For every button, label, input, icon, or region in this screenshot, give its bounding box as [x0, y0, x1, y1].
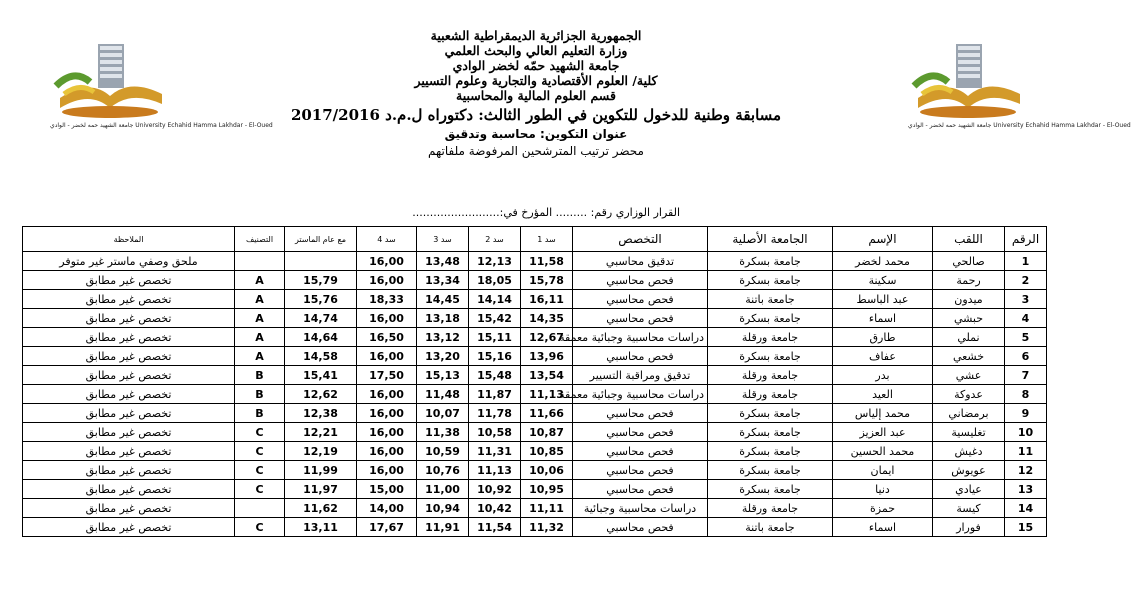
table-row — [23, 347, 1047, 366]
s4-cell: 16,00 — [357, 271, 417, 290]
row-index-cell: 3 — [1005, 290, 1047, 309]
class-cell — [235, 499, 285, 518]
s4-cell: 18,33 — [357, 290, 417, 309]
firstname-cell: اسماء — [833, 518, 933, 537]
university-cell: جامعة ورقلة — [708, 366, 833, 385]
s3-cell: 10,07 — [417, 404, 469, 423]
row-index-cell: 15 — [1005, 518, 1047, 537]
s4-cell: 16,00 — [357, 385, 417, 404]
s4-cell: 16,00 — [357, 423, 417, 442]
table-row — [23, 461, 1047, 480]
lastname-cell: فورار — [933, 518, 1005, 537]
s2-cell: 11,13 — [469, 461, 521, 480]
note-cell: تخصص غير مطابق — [23, 290, 235, 309]
s4-cell: 15,00 — [357, 480, 417, 499]
table-body — [23, 252, 1047, 537]
lastname-cell: رحمة — [933, 271, 1005, 290]
university-cell: جامعة ورقلة — [708, 499, 833, 518]
report-title: محضر ترتيب المترشحين المرفوضة ملفاتهم — [428, 144, 644, 158]
table-row — [23, 404, 1047, 423]
lastname-cell: عويوش — [933, 461, 1005, 480]
col-header-lastname: اللقب — [933, 227, 1005, 252]
s1-cell: 15,78 — [521, 271, 573, 290]
row-index-cell: 14 — [1005, 499, 1047, 518]
firstname-cell: عفاف — [833, 347, 933, 366]
col-header-class: التصنيف — [235, 227, 285, 252]
table-row — [23, 252, 1047, 271]
table-row — [23, 442, 1047, 461]
header-line: كلية/ العلوم الأقتصادية والتجارية وعلوم التسيير — [414, 73, 658, 88]
note-cell: تخصص غير مطابق — [23, 442, 235, 461]
master-avg-cell: 12,19 — [285, 442, 357, 461]
class-cell: B — [235, 385, 285, 404]
table-row — [23, 271, 1047, 290]
s1-cell: 12,67 — [521, 328, 573, 347]
master-avg-cell: 15,76 — [285, 290, 357, 309]
master-avg-cell: 12,21 — [285, 423, 357, 442]
lastname-cell: عشي — [933, 366, 1005, 385]
col-header-s1: سد 1 — [521, 227, 573, 252]
note-cell: تخصص غير مطابق — [23, 480, 235, 499]
lastname-cell: برمضاني — [933, 404, 1005, 423]
s1-cell: 10,95 — [521, 480, 573, 499]
note-cell: تخصص غير مطابق — [23, 271, 235, 290]
col-header-master-avg: مع عام الماستر — [285, 227, 357, 252]
s1-cell: 13,96 — [521, 347, 573, 366]
table-row — [23, 309, 1047, 328]
s2-cell: 11,87 — [469, 385, 521, 404]
master-avg-cell: 14,58 — [285, 347, 357, 366]
master-avg-cell: 11,99 — [285, 461, 357, 480]
table-row — [23, 385, 1047, 404]
row-index-cell: 9 — [1005, 404, 1047, 423]
training-title: عنوان التكوين: محاسبة وتدقيق — [444, 127, 628, 141]
s3-cell: 10,59 — [417, 442, 469, 461]
firstname-cell: العيد — [833, 385, 933, 404]
specialty-cell: فحص محاسبي — [573, 480, 708, 499]
s2-cell: 15,16 — [469, 347, 521, 366]
university-cell: جامعة بسكرة — [708, 442, 833, 461]
university-cell: جامعة بسكرة — [708, 347, 833, 366]
col-header-university: الجامعة الأصلية — [708, 227, 833, 252]
master-avg-cell — [285, 252, 357, 271]
s2-cell: 11,54 — [469, 518, 521, 537]
master-avg-cell: 15,79 — [285, 271, 357, 290]
lastname-cell: دغيش — [933, 442, 1005, 461]
class-cell: C — [235, 461, 285, 480]
s2-cell: 15,42 — [469, 309, 521, 328]
row-index-cell: 13 — [1005, 480, 1047, 499]
table-row — [23, 366, 1047, 385]
university-cell: جامعة بسكرة — [708, 423, 833, 442]
logo-caption-right: جامعة الشهيد حمه لخضر - الوادي University Echahid Hamma Lakhdar - El-Oued — [908, 122, 1131, 129]
s2-cell: 15,11 — [469, 328, 521, 347]
s2-cell: 15,48 — [469, 366, 521, 385]
row-index-cell: 2 — [1005, 271, 1047, 290]
col-header-s4: سد 4 — [357, 227, 417, 252]
university-cell: جامعة بسكرة — [708, 271, 833, 290]
row-index-cell: 7 — [1005, 366, 1047, 385]
firstname-cell: دنيا — [833, 480, 933, 499]
s3-cell: 10,76 — [417, 461, 469, 480]
firstname-cell: محمد الحسين — [833, 442, 933, 461]
col-header-index: الرقم — [1005, 227, 1047, 252]
s3-cell: 13,20 — [417, 347, 469, 366]
s1-cell: 14,35 — [521, 309, 573, 328]
lastname-cell: حبشي — [933, 309, 1005, 328]
s3-cell: 15,13 — [417, 366, 469, 385]
s2-cell: 11,78 — [469, 404, 521, 423]
logo-caption-left: جامعة الشهيد حمه لخضر - الوادي University Echahid Hamma Lakhdar - El-Oued — [50, 122, 273, 129]
s1-cell: 11,32 — [521, 518, 573, 537]
decree-line: القرار الوزاري رقم: ......... المؤرخ في:......................... — [412, 206, 680, 219]
s2-cell: 18,05 — [469, 271, 521, 290]
note-cell: تخصص غير مطابق — [23, 518, 235, 537]
col-header-firstname: الإسم — [833, 227, 933, 252]
table-row — [23, 518, 1047, 537]
table-row — [23, 423, 1047, 442]
document-title: مسابقة وطنية للدخول للتكوين في الطور الثالث: دكتوراه ل.م.د 2017/2016 — [290, 106, 782, 124]
university-cell: جامعة باتنة — [708, 518, 833, 537]
class-cell: C — [235, 423, 285, 442]
s4-cell: 17,67 — [357, 518, 417, 537]
master-avg-cell: 12,62 — [285, 385, 357, 404]
s1-cell: 11,66 — [521, 404, 573, 423]
row-index-cell: 5 — [1005, 328, 1047, 347]
master-avg-cell: 14,74 — [285, 309, 357, 328]
specialty-cell: فحص محاسبي — [573, 347, 708, 366]
note-cell: ملحق وصفي ماستر غير متوفر — [23, 252, 235, 271]
firstname-cell: طارق — [833, 328, 933, 347]
specialty-cell: دراسات محاسبية وجبائية معمقة — [573, 385, 708, 404]
university-logo-right — [908, 38, 1131, 138]
master-avg-cell: 11,62 — [285, 499, 357, 518]
note-cell: تخصص غير مطابق — [23, 423, 235, 442]
row-index-cell: 10 — [1005, 423, 1047, 442]
university-cell: جامعة بسكرة — [708, 461, 833, 480]
s3-cell: 13,12 — [417, 328, 469, 347]
s4-cell: 16,00 — [357, 461, 417, 480]
class-cell: A — [235, 309, 285, 328]
header-line: قسم العلوم المالية والمحاسبية — [456, 88, 616, 103]
s4-cell: 17,50 — [357, 366, 417, 385]
s1-cell: 10,06 — [521, 461, 573, 480]
s3-cell: 11,48 — [417, 385, 469, 404]
s1-cell: 16,11 — [521, 290, 573, 309]
s1-cell: 11,58 — [521, 252, 573, 271]
class-cell: A — [235, 290, 285, 309]
firstname-cell: سكينة — [833, 271, 933, 290]
s4-cell: 16,50 — [357, 328, 417, 347]
class-cell: C — [235, 518, 285, 537]
s3-cell: 11,00 — [417, 480, 469, 499]
specialty-cell: فحص محاسبي — [573, 404, 708, 423]
class-cell: B — [235, 404, 285, 423]
specialty-cell: فحص محاسبي — [573, 461, 708, 480]
s1-cell: 13,54 — [521, 366, 573, 385]
firstname-cell: حمزة — [833, 499, 933, 518]
s3-cell: 13,18 — [417, 309, 469, 328]
s2-cell: 10,42 — [469, 499, 521, 518]
row-index-cell: 12 — [1005, 461, 1047, 480]
lastname-cell: تغليسية — [933, 423, 1005, 442]
lastname-cell: كيسة — [933, 499, 1005, 518]
firstname-cell: بدر — [833, 366, 933, 385]
university-logo-left — [50, 38, 273, 138]
firstname-cell: عبد العزيز — [833, 423, 933, 442]
note-cell: تخصص غير مطابق — [23, 499, 235, 518]
specialty-cell: دراسات محاسبية وجبائية — [573, 499, 708, 518]
s3-cell: 14,45 — [417, 290, 469, 309]
s3-cell: 10,94 — [417, 499, 469, 518]
s4-cell: 16,00 — [357, 309, 417, 328]
note-cell: تخصص غير مطابق — [23, 461, 235, 480]
s4-cell: 16,00 — [357, 442, 417, 461]
firstname-cell: ايمان — [833, 461, 933, 480]
s1-cell: 11,13 — [521, 385, 573, 404]
s4-cell: 16,00 — [357, 347, 417, 366]
s1-cell: 10,85 — [521, 442, 573, 461]
s2-cell: 11,31 — [469, 442, 521, 461]
specialty-cell: دراسات محاسبية وجبائية معمقة — [573, 328, 708, 347]
lastname-cell: نملي — [933, 328, 1005, 347]
note-cell: تخصص غير مطابق — [23, 404, 235, 423]
note-cell: تخصص غير مطابق — [23, 347, 235, 366]
firstname-cell: عبد الباسط — [833, 290, 933, 309]
university-cell: جامعة ورقلة — [708, 328, 833, 347]
university-cell: جامعة بسكرة — [708, 404, 833, 423]
s2-cell: 14,14 — [469, 290, 521, 309]
header-line: وزارة التعليم العالي والبحث العلمي — [444, 43, 628, 58]
firstname-cell: محمد إلياس — [833, 404, 933, 423]
class-cell: B — [235, 366, 285, 385]
lastname-cell: صالحي — [933, 252, 1005, 271]
specialty-cell: فحص محاسبي — [573, 442, 708, 461]
master-avg-cell: 15,41 — [285, 366, 357, 385]
row-index-cell: 8 — [1005, 385, 1047, 404]
note-cell: تخصص غير مطابق — [23, 366, 235, 385]
specialty-cell: تدقيق محاسبي — [573, 252, 708, 271]
lastname-cell: ميدون — [933, 290, 1005, 309]
row-index-cell: 4 — [1005, 309, 1047, 328]
class-cell: C — [235, 442, 285, 461]
university-cell: جامعة بسكرة — [708, 252, 833, 271]
table-row — [23, 290, 1047, 309]
note-cell: تخصص غير مطابق — [23, 385, 235, 404]
specialty-cell: فحص محاسبي — [573, 271, 708, 290]
col-header-s3: سد 3 — [417, 227, 469, 252]
candidates-table — [22, 226, 1047, 537]
master-avg-cell: 11,97 — [285, 480, 357, 499]
col-header-s2: سد 2 — [469, 227, 521, 252]
s4-cell: 16,00 — [357, 252, 417, 271]
s3-cell: 11,38 — [417, 423, 469, 442]
col-header-note: الملاحظة — [23, 227, 235, 252]
specialty-cell: فحص محاسبي — [573, 290, 708, 309]
firstname-cell: محمد لخضر — [833, 252, 933, 271]
s2-cell: 10,92 — [469, 480, 521, 499]
table-header-row — [23, 227, 1047, 252]
table-row — [23, 499, 1047, 518]
lastname-cell: عدوكة — [933, 385, 1005, 404]
header-line: جامعة الشهيد حمّه لخضر الوادي — [452, 58, 620, 73]
master-avg-cell: 14,64 — [285, 328, 357, 347]
lastname-cell: خشعي — [933, 347, 1005, 366]
note-cell: تخصص غير مطابق — [23, 328, 235, 347]
row-index-cell: 6 — [1005, 347, 1047, 366]
university-cell: جامعة بسكرة — [708, 480, 833, 499]
specialty-cell: فحص محاسبي — [573, 309, 708, 328]
class-cell: A — [235, 271, 285, 290]
s4-cell: 16,00 — [357, 404, 417, 423]
university-cell: جامعة بسكرة — [708, 309, 833, 328]
firstname-cell: اسماء — [833, 309, 933, 328]
s2-cell: 10,58 — [469, 423, 521, 442]
class-cell: A — [235, 328, 285, 347]
class-cell — [235, 252, 285, 271]
specialty-cell: فحص محاسبي — [573, 423, 708, 442]
s1-cell: 11,11 — [521, 499, 573, 518]
s4-cell: 14,00 — [357, 499, 417, 518]
s3-cell: 11,91 — [417, 518, 469, 537]
master-avg-cell: 12,38 — [285, 404, 357, 423]
class-cell: C — [235, 480, 285, 499]
university-cell: جامعة باتنة — [708, 290, 833, 309]
s3-cell: 13,48 — [417, 252, 469, 271]
s2-cell: 12,13 — [469, 252, 521, 271]
specialty-cell: فحص محاسبي — [573, 518, 708, 537]
master-avg-cell: 13,11 — [285, 518, 357, 537]
document-header — [180, 28, 892, 160]
lastname-cell: عيادي — [933, 480, 1005, 499]
specialty-cell: تدقيق ومراقبة التسيير — [573, 366, 708, 385]
s3-cell: 13,34 — [417, 271, 469, 290]
table-row — [23, 328, 1047, 347]
university-cell: جامعة ورقلة — [708, 385, 833, 404]
row-index-cell: 11 — [1005, 442, 1047, 461]
note-cell: تخصص غير مطابق — [23, 309, 235, 328]
table-row — [23, 480, 1047, 499]
class-cell: A — [235, 347, 285, 366]
header-line: الجمهورية الجزائرية الديمقراطية الشعبية — [430, 28, 642, 43]
row-index-cell: 1 — [1005, 252, 1047, 271]
col-header-specialty: التخصص — [573, 227, 708, 252]
s1-cell: 10,87 — [521, 423, 573, 442]
